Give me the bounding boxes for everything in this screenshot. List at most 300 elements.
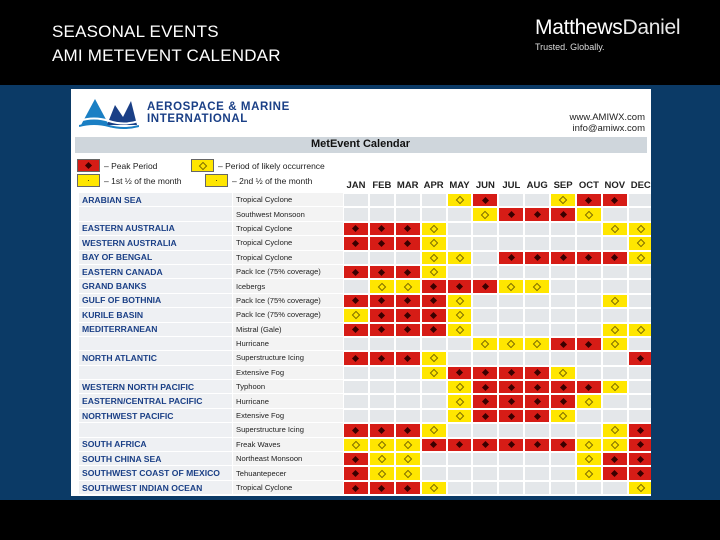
- likely-period-cell: [447, 394, 473, 408]
- empty-cell: [576, 366, 602, 380]
- empty-cell: [550, 222, 576, 236]
- table-row: [79, 222, 651, 236]
- empty-cell: [498, 294, 524, 308]
- legend-first-half-label: – 1st ½ of the month: [104, 175, 182, 186]
- likely-period-cell: [447, 409, 473, 423]
- brand-name-part1: Matthews: [535, 16, 623, 39]
- likely-marker-icon: [429, 369, 437, 377]
- month-label: FEB: [372, 180, 392, 191]
- peak-period-cell: [395, 423, 421, 437]
- region-label: WESTERN NORTH PACIFIC: [79, 380, 232, 394]
- empty-cell: [421, 409, 447, 423]
- empty-cell: [524, 466, 550, 480]
- peak-period-cell: [421, 438, 447, 452]
- peak-marker-icon: [404, 312, 411, 319]
- peak-period-cell: [395, 236, 421, 250]
- table-row: [79, 265, 651, 279]
- region-label: [79, 337, 232, 351]
- empty-cell: [628, 366, 651, 380]
- peak-period-cell: [550, 337, 576, 351]
- likely-period-cell: [447, 294, 473, 308]
- table-row: [79, 251, 651, 265]
- empty-cell: [576, 236, 602, 250]
- empty-cell: [576, 222, 602, 236]
- empty-cell: [447, 351, 473, 365]
- peak-marker-icon: [378, 269, 385, 276]
- empty-cell: [602, 308, 628, 322]
- peak-period-cell: [628, 438, 651, 452]
- table-row: [79, 323, 651, 337]
- empty-cell: [524, 423, 550, 437]
- empty-cell: [628, 394, 651, 408]
- table-row: [79, 380, 651, 394]
- likely-period-cell: [602, 222, 628, 236]
- likely-marker-icon: [378, 469, 386, 477]
- empty-cell: [472, 265, 498, 279]
- likely-period-cell: [447, 251, 473, 265]
- likely-marker-icon: [403, 469, 411, 477]
- legend-likely-swatch: [191, 159, 214, 172]
- likely-marker-icon: [455, 254, 463, 262]
- event-label: Tropical Cyclone: [232, 193, 343, 207]
- event-label: Pack Ice (75% coverage): [232, 265, 343, 279]
- likely-period-cell: [550, 193, 576, 207]
- brand-name-part2: Daniel: [622, 16, 681, 39]
- empty-cell: [524, 236, 550, 250]
- peak-marker-icon: [430, 326, 437, 333]
- empty-cell: [550, 236, 576, 250]
- peak-period-cell: [472, 380, 498, 394]
- likely-marker-icon: [455, 397, 463, 405]
- peak-marker-icon: [611, 470, 618, 477]
- peak-marker-icon: [352, 470, 359, 477]
- empty-cell: [576, 294, 602, 308]
- likely-period-cell: [472, 207, 498, 221]
- peak-marker-icon: [378, 297, 385, 304]
- likely-period-cell: [628, 222, 651, 236]
- likely-marker-icon: [429, 426, 437, 434]
- likely-period-cell: [576, 438, 602, 452]
- empty-cell: [628, 308, 651, 322]
- peak-marker-icon: [404, 269, 411, 276]
- empty-cell: [602, 409, 628, 423]
- likely-marker-icon: [455, 196, 463, 204]
- legend-likely: [191, 159, 325, 172]
- empty-cell: [498, 452, 524, 466]
- legend-first-half: [77, 174, 182, 187]
- peak-marker-icon: [404, 240, 411, 247]
- empty-cell: [602, 366, 628, 380]
- peak-period-cell: [395, 222, 421, 236]
- table-row: [79, 351, 651, 365]
- likely-period-cell: [524, 337, 550, 351]
- calendar-title: MetEvent Calendar: [311, 138, 411, 150]
- peak-period-cell: [447, 438, 473, 452]
- peak-marker-icon: [482, 384, 489, 391]
- peak-period-cell: [369, 294, 395, 308]
- legend-likely-label: – Period of likely occurrence: [218, 160, 325, 171]
- likely-period-cell: [447, 308, 473, 322]
- empty-cell: [498, 222, 524, 236]
- empty-cell: [421, 207, 447, 221]
- peak-marker-icon: [456, 369, 463, 376]
- peak-period-cell: [343, 265, 369, 279]
- empty-cell: [550, 351, 576, 365]
- event-label: Tropical Cyclone: [232, 236, 343, 250]
- likely-marker-icon: [429, 354, 437, 362]
- likely-period-cell: [524, 279, 550, 293]
- peak-marker-icon: [378, 484, 385, 491]
- region-label: GRAND BANKS: [79, 279, 232, 293]
- empty-cell: [369, 207, 395, 221]
- empty-cell: [343, 279, 369, 293]
- event-label: Hurricane: [232, 394, 343, 408]
- peak-marker-icon: [585, 254, 592, 261]
- likely-marker-icon: [403, 455, 411, 463]
- peak-marker-icon: [482, 369, 489, 376]
- region-label: SOUTH AFRICA: [79, 438, 232, 452]
- peak-period-cell: [524, 251, 550, 265]
- peak-marker-icon: [352, 225, 359, 232]
- empty-cell: [498, 265, 524, 279]
- peak-period-cell: [343, 236, 369, 250]
- empty-cell: [343, 193, 369, 207]
- peak-marker-icon: [378, 355, 385, 362]
- empty-cell: [524, 294, 550, 308]
- empty-cell: [498, 351, 524, 365]
- empty-cell: [498, 236, 524, 250]
- likely-marker-icon: [455, 311, 463, 319]
- table-row: [79, 279, 651, 293]
- peak-marker-icon: [352, 297, 359, 304]
- likely-marker-icon: [455, 412, 463, 420]
- bottom-bar: [0, 500, 720, 540]
- empty-cell: [369, 366, 395, 380]
- empty-cell: [421, 193, 447, 207]
- empty-cell: [550, 452, 576, 466]
- peak-marker-icon: [378, 326, 385, 333]
- empty-cell: [602, 394, 628, 408]
- likely-marker-icon: [611, 325, 619, 333]
- peak-period-cell: [550, 394, 576, 408]
- likely-period-cell: [498, 279, 524, 293]
- peak-period-cell: [576, 337, 602, 351]
- empty-cell: [395, 409, 421, 423]
- likely-marker-icon: [585, 469, 593, 477]
- peak-period-cell: [472, 438, 498, 452]
- peak-marker-icon: [508, 398, 515, 405]
- likely-period-cell: [447, 380, 473, 394]
- peak-period-cell: [369, 323, 395, 337]
- table-row: [79, 481, 651, 495]
- table-row: [79, 438, 651, 452]
- empty-cell: [550, 466, 576, 480]
- event-label: Mistral (Gale): [232, 323, 343, 337]
- peak-marker-icon: [560, 441, 567, 448]
- peak-period-cell: [343, 323, 369, 337]
- peak-marker-icon: [560, 398, 567, 405]
- likely-period-cell: [369, 279, 395, 293]
- likely-period-cell: [602, 294, 628, 308]
- event-label: Pack Ice (75% coverage): [232, 294, 343, 308]
- peak-marker-icon: [637, 470, 644, 477]
- likely-period-cell: [421, 251, 447, 265]
- empty-cell: [550, 481, 576, 495]
- month-label: MAY: [449, 180, 470, 191]
- peak-period-cell: [447, 279, 473, 293]
- peak-marker-icon: [352, 456, 359, 463]
- likely-marker-icon: [533, 340, 541, 348]
- likely-marker-icon: [636, 239, 644, 247]
- brand-name: [535, 16, 680, 40]
- peak-period-cell: [576, 193, 602, 207]
- empty-cell: [395, 207, 421, 221]
- peak-marker-icon: [430, 441, 437, 448]
- event-label: Superstructure Icing: [232, 351, 343, 365]
- peak-period-cell: [628, 423, 651, 437]
- empty-cell: [472, 222, 498, 236]
- peak-period-cell: [343, 351, 369, 365]
- empty-cell: [421, 380, 447, 394]
- empty-cell: [498, 193, 524, 207]
- peak-period-cell: [524, 409, 550, 423]
- event-label: Extensive Fog: [232, 366, 343, 380]
- peak-period-cell: [524, 366, 550, 380]
- likely-period-cell: [550, 409, 576, 423]
- peak-period-cell: [395, 265, 421, 279]
- likely-marker-icon: [429, 484, 437, 492]
- peak-period-cell: [550, 380, 576, 394]
- empty-cell: [472, 323, 498, 337]
- legend-second-half: [205, 174, 312, 187]
- empty-cell: [369, 394, 395, 408]
- likely-marker-icon: [585, 455, 593, 463]
- likely-marker-icon: [429, 225, 437, 233]
- peak-marker-icon: [352, 269, 359, 276]
- peak-period-cell: [628, 466, 651, 480]
- empty-cell: [524, 308, 550, 322]
- empty-cell: [472, 423, 498, 437]
- peak-marker-icon: [456, 283, 463, 290]
- peak-marker-icon: [637, 355, 644, 362]
- empty-cell: [369, 337, 395, 351]
- slide-title: [52, 20, 281, 68]
- month-label: MAR: [396, 180, 419, 191]
- peak-marker-icon: [508, 384, 515, 391]
- likely-marker-icon: [533, 282, 541, 290]
- empty-cell: [369, 409, 395, 423]
- peak-marker-icon: [482, 197, 489, 204]
- region-label: EASTERN/CENTRAL PACIFIC: [79, 394, 232, 408]
- likely-marker-icon: [378, 282, 386, 290]
- likely-period-cell: [602, 423, 628, 437]
- region-label: EASTERN CANADA: [79, 265, 232, 279]
- event-label: Hurricane: [232, 337, 343, 351]
- month-header-row: [343, 180, 651, 191]
- empty-cell: [395, 366, 421, 380]
- empty-cell: [550, 323, 576, 337]
- peak-marker-icon: [611, 456, 618, 463]
- legend-second-half-swatch: ·: [205, 174, 228, 187]
- empty-cell: [343, 409, 369, 423]
- empty-cell: [576, 481, 602, 495]
- likely-period-cell: [472, 337, 498, 351]
- peak-marker-icon: [637, 456, 644, 463]
- empty-cell: [343, 380, 369, 394]
- table-row: [79, 409, 651, 423]
- table-row: [79, 366, 651, 380]
- website-link[interactable]: www.AMIWX.com: [569, 112, 645, 123]
- peak-marker-icon: [611, 197, 618, 204]
- peak-period-cell: [498, 394, 524, 408]
- table-row: [79, 207, 651, 221]
- month-label: OCT: [578, 180, 599, 191]
- empty-cell: [550, 279, 576, 293]
- region-label: SOUTHWEST COAST OF MEXICO: [79, 466, 232, 480]
- peak-marker-icon: [560, 254, 567, 261]
- table-row: [79, 193, 651, 207]
- event-label: Typhoon: [232, 380, 343, 394]
- empty-cell: [343, 337, 369, 351]
- likely-marker-icon: [455, 325, 463, 333]
- legend-peak: [77, 159, 157, 172]
- empty-cell: [343, 366, 369, 380]
- legend-second-half-label: – 2nd ½ of the month: [232, 175, 313, 186]
- likely-marker-icon: [455, 297, 463, 305]
- peak-marker-icon: [352, 240, 359, 247]
- peak-period-cell: [628, 452, 651, 466]
- likely-period-cell: [395, 452, 421, 466]
- likely-period-cell: [550, 366, 576, 380]
- likely-period-cell: [576, 452, 602, 466]
- likely-marker-icon: [636, 325, 644, 333]
- likely-period-cell: [628, 481, 651, 495]
- empty-cell: [447, 236, 473, 250]
- empty-cell: [628, 337, 651, 351]
- likely-period-cell: [447, 323, 473, 337]
- month-label: APR: [423, 180, 444, 191]
- peak-marker-icon: [585, 197, 592, 204]
- logo-text-line1: AEROSPACE & MARINE: [147, 101, 290, 113]
- empty-cell: [628, 207, 651, 221]
- legend-peak-swatch: [77, 159, 100, 172]
- likely-period-cell: [343, 308, 369, 322]
- empty-cell: [498, 481, 524, 495]
- peak-marker-icon: [637, 441, 644, 448]
- likely-marker-icon: [559, 412, 567, 420]
- likely-period-cell: [421, 351, 447, 365]
- peak-marker-icon: [560, 384, 567, 391]
- likely-period-cell: [576, 466, 602, 480]
- likely-period-cell: [369, 452, 395, 466]
- likely-period-cell: [628, 236, 651, 250]
- peak-marker-icon: [534, 254, 541, 261]
- empty-cell: [447, 265, 473, 279]
- empty-cell: [472, 236, 498, 250]
- likely-marker-icon: [481, 340, 489, 348]
- peak-marker-icon: [378, 312, 385, 319]
- peak-period-cell: [369, 265, 395, 279]
- peak-period-cell: [369, 308, 395, 322]
- peak-period-cell: [498, 251, 524, 265]
- peak-period-cell: [576, 380, 602, 394]
- empty-cell: [550, 294, 576, 308]
- peak-marker-icon: [430, 283, 437, 290]
- empty-cell: [524, 265, 550, 279]
- likely-marker-icon: [429, 254, 437, 262]
- empty-cell: [447, 337, 473, 351]
- likely-marker-icon: [403, 441, 411, 449]
- empty-cell: [628, 193, 651, 207]
- empty-cell: [343, 394, 369, 408]
- peak-period-cell: [369, 423, 395, 437]
- likely-marker-icon: [611, 426, 619, 434]
- peak-period-cell: [524, 394, 550, 408]
- likely-period-cell: [602, 323, 628, 337]
- likely-marker-icon: [378, 455, 386, 463]
- region-label: [79, 366, 232, 380]
- likely-marker-icon: [611, 340, 619, 348]
- peak-period-cell: [602, 251, 628, 265]
- empty-cell: [524, 193, 550, 207]
- empty-cell: [498, 308, 524, 322]
- legend-peak-label: – Peak Period: [104, 160, 158, 171]
- peak-period-cell: [550, 438, 576, 452]
- peak-marker-icon: [482, 441, 489, 448]
- empty-cell: [472, 481, 498, 495]
- peak-period-cell: [576, 251, 602, 265]
- empty-cell: [602, 207, 628, 221]
- likely-period-cell: [576, 394, 602, 408]
- empty-cell: [472, 308, 498, 322]
- likely-marker-icon: [636, 254, 644, 262]
- table-row: [79, 294, 651, 308]
- likely-marker-icon: [429, 268, 437, 276]
- slide-title-line2: AMI METEVENT CALENDAR: [52, 46, 281, 65]
- email-link[interactable]: info@amiwx.com: [572, 123, 645, 134]
- peak-period-cell: [343, 466, 369, 480]
- region-label: SOUTHWEST INDIAN OCEAN: [79, 481, 232, 495]
- empty-cell: [498, 466, 524, 480]
- likely-period-cell: [447, 193, 473, 207]
- peak-period-cell: [550, 207, 576, 221]
- likely-marker-icon: [481, 210, 489, 218]
- region-label: ARABIAN SEA: [79, 193, 232, 207]
- likely-marker-icon: [403, 282, 411, 290]
- empty-cell: [576, 279, 602, 293]
- logo-text-line2: INTERNATIONAL: [147, 113, 248, 125]
- table-row: [79, 337, 651, 351]
- peak-period-cell: [343, 481, 369, 495]
- month-label: JUL: [502, 180, 521, 191]
- peak-marker-icon: [456, 441, 463, 448]
- peak-period-cell: [498, 366, 524, 380]
- table-row: [79, 466, 651, 480]
- peak-period-cell: [602, 466, 628, 480]
- likely-marker-icon: [636, 225, 644, 233]
- empty-cell: [576, 409, 602, 423]
- empty-cell: [447, 423, 473, 437]
- peak-marker-icon: [404, 427, 411, 434]
- event-label: Northeast Monsoon: [232, 452, 343, 466]
- empty-cell: [628, 294, 651, 308]
- empty-cell: [395, 394, 421, 408]
- peak-marker-icon: [508, 369, 515, 376]
- peak-marker-icon: [534, 369, 541, 376]
- table-row: [79, 308, 651, 322]
- empty-cell: [395, 251, 421, 265]
- likely-marker-icon: [352, 311, 360, 319]
